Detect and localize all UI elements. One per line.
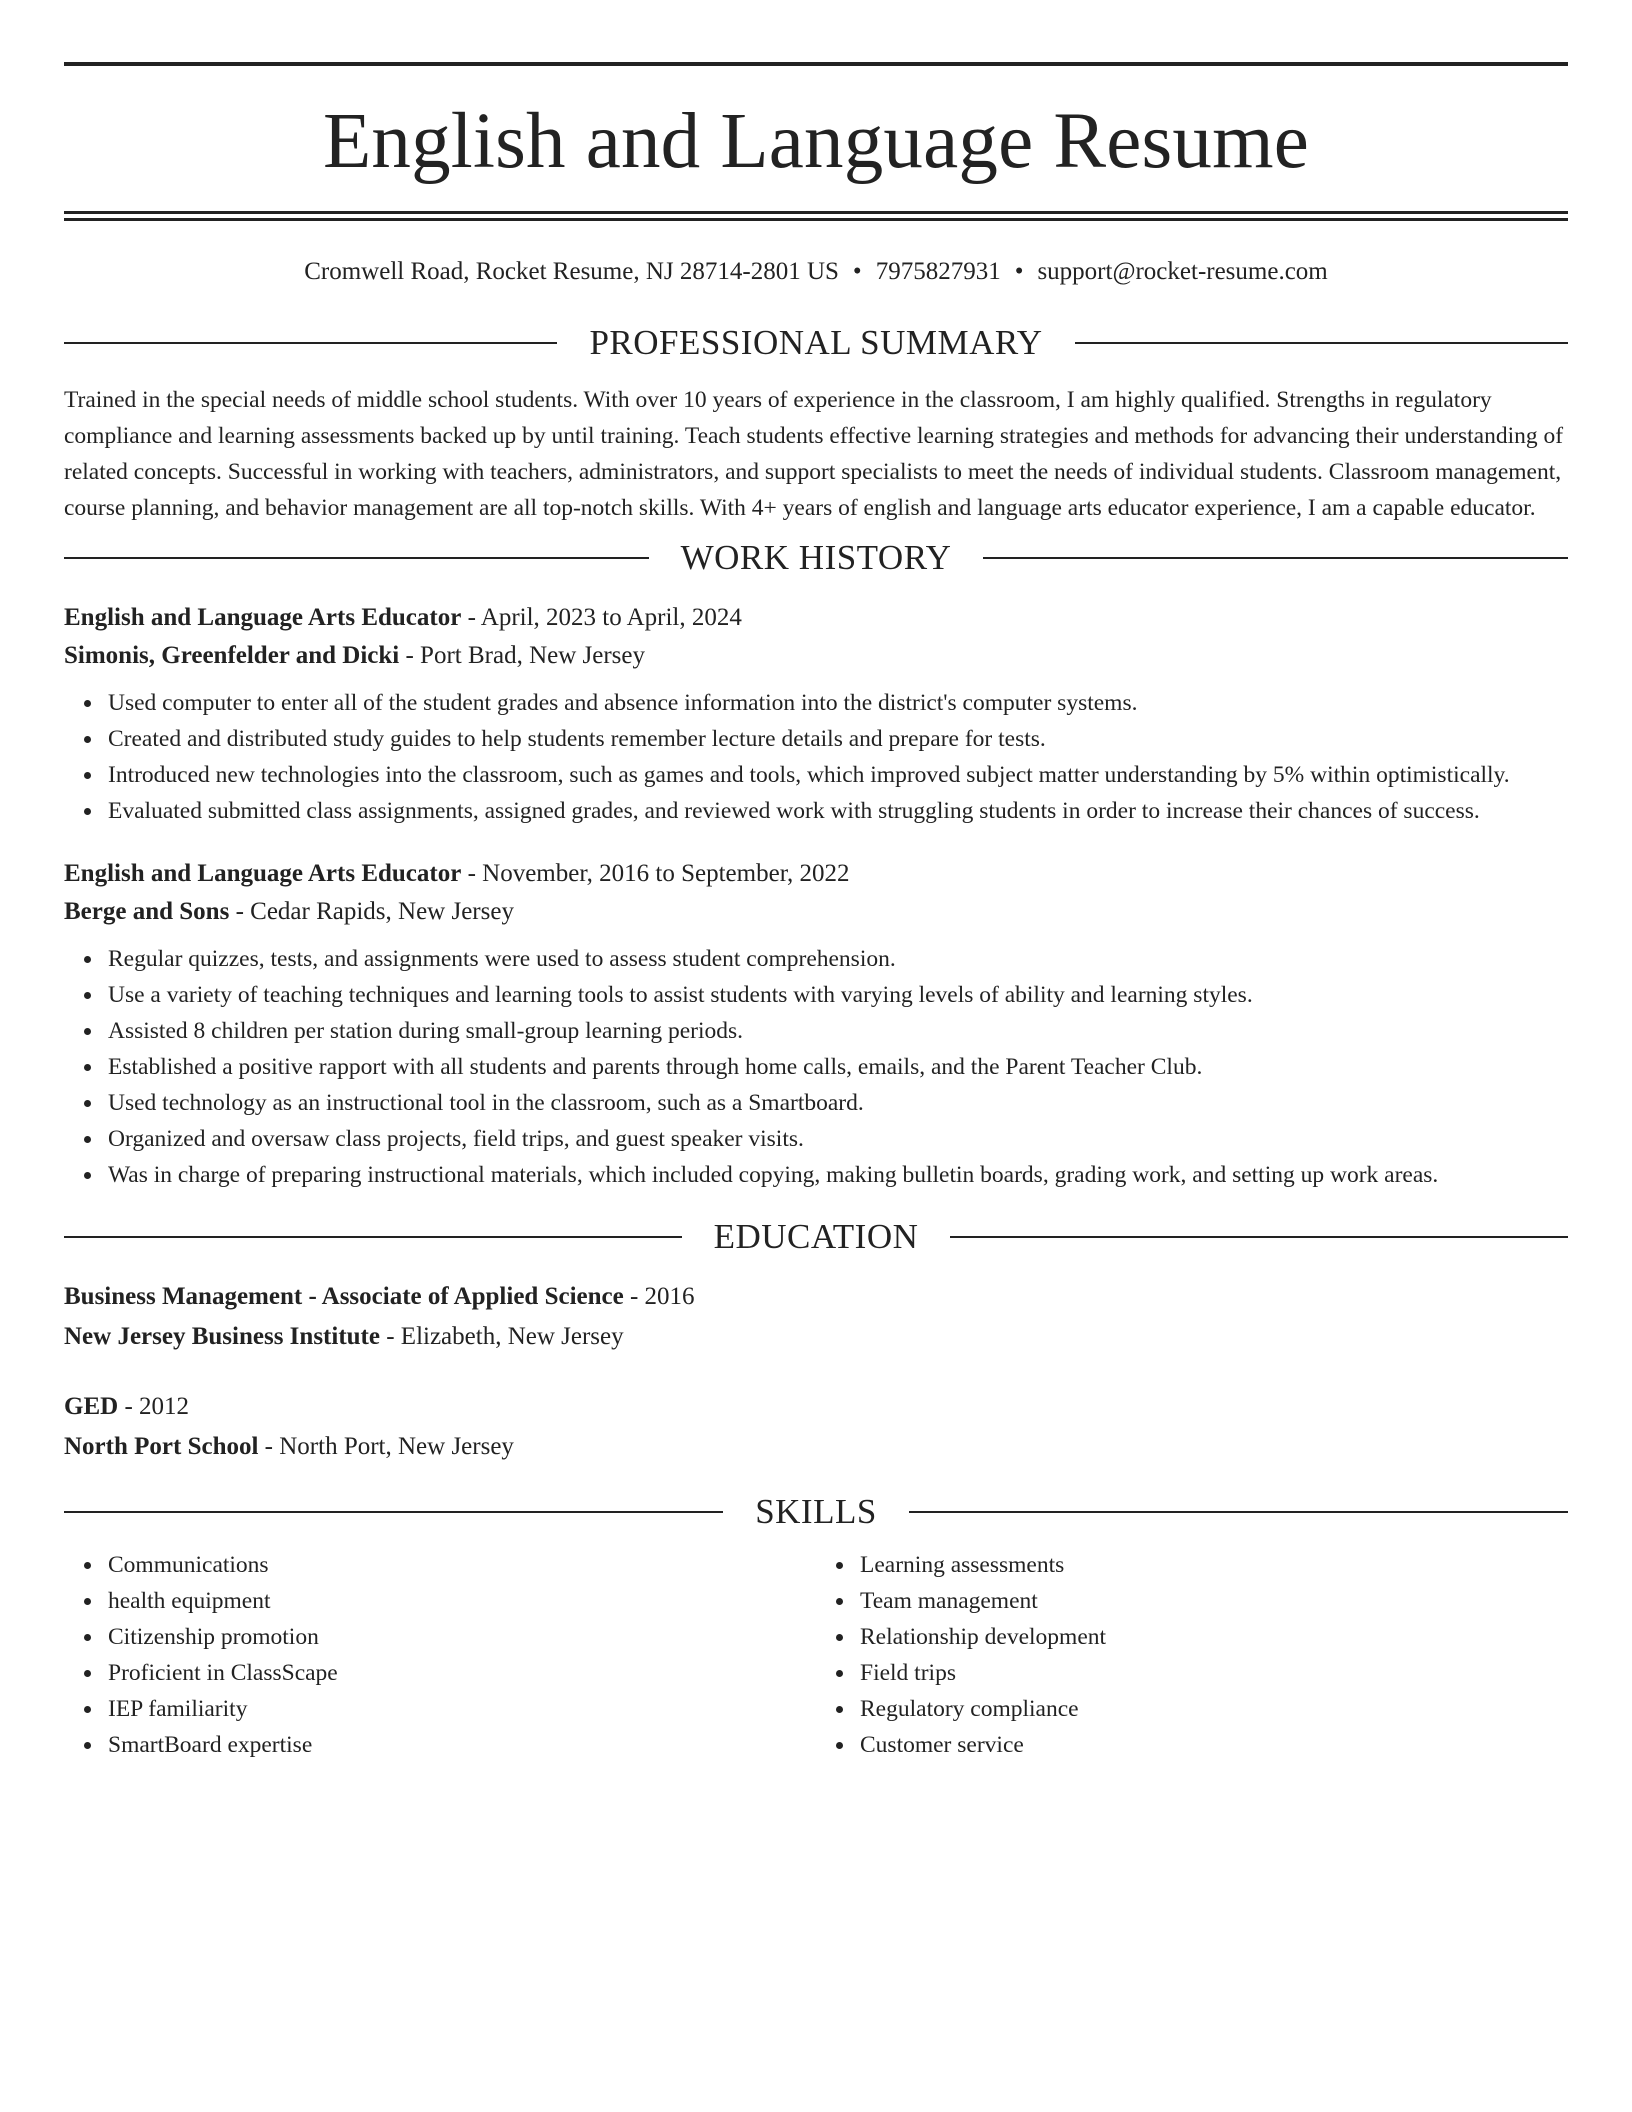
job-bullet: Use a variety of teaching techniques and learning tools to assist students with varying levels of ability and learning styles. bbox=[108, 977, 1568, 1013]
education-entry bbox=[64, 1282, 1568, 1352]
skill-item: Team management bbox=[860, 1583, 1568, 1619]
section-title: SKILLS bbox=[755, 1492, 877, 1531]
job-employer: Simonis, Greenfelder and Dicki bbox=[64, 642, 400, 669]
section-heading-skills bbox=[64, 1494, 1568, 1529]
education-school-line bbox=[64, 1322, 1568, 1352]
heading-rule bbox=[909, 1511, 1568, 1513]
education-location: - North Port, New Jersey bbox=[258, 1433, 514, 1460]
resume-title: English and Language Resume bbox=[322, 98, 1310, 185]
education-degree: Business Management - Associate of Applied Science bbox=[64, 1283, 624, 1310]
education-year: - 2016 bbox=[623, 1283, 695, 1310]
skill-item: Citizenship promotion bbox=[108, 1619, 816, 1655]
job-dates: - April, 2023 to April, 2024 bbox=[461, 604, 742, 631]
section-title: EDUCATION bbox=[713, 1217, 919, 1256]
job-bullet: Used computer to enter all of the student grades and absence information into the district's computer systems. bbox=[108, 685, 1568, 721]
skill-item: Customer service bbox=[860, 1727, 1568, 1763]
contact-separator: • bbox=[1014, 258, 1024, 285]
education-school: North Port School bbox=[64, 1433, 259, 1460]
job-location: - Cedar Rapids, New Jersey bbox=[229, 898, 514, 925]
skills-list-left bbox=[64, 1547, 816, 1763]
job-title: English and Language Arts Educator bbox=[64, 860, 462, 887]
contact-email: support@rocket-resume.com bbox=[1037, 258, 1328, 285]
contact-phone: 7975827931 bbox=[875, 258, 1001, 285]
job-entry bbox=[64, 859, 1568, 1193]
job-bullet: Regular quizzes, tests, and assignments were used to assess student comprehension. bbox=[108, 941, 1568, 977]
job-title: English and Language Arts Educator bbox=[64, 604, 462, 631]
job-entry bbox=[64, 603, 1568, 829]
skill-item: Regulatory compliance bbox=[860, 1691, 1568, 1727]
job-bullet: Used technology as an instructional tool in the classroom, such as a Smartboard. bbox=[108, 1085, 1568, 1121]
education-school: New Jersey Business Institute bbox=[64, 1323, 380, 1350]
education-school-line bbox=[64, 1432, 1568, 1462]
header-top-rule bbox=[64, 62, 1568, 66]
heading-rule bbox=[950, 1236, 1568, 1238]
section-title: PROFESSIONAL SUMMARY bbox=[589, 323, 1043, 362]
job-employer: Berge and Sons bbox=[64, 898, 230, 925]
header-double-rule bbox=[64, 211, 1568, 221]
section-title: WORK HISTORY bbox=[680, 538, 952, 577]
job-employer-line bbox=[64, 897, 1568, 927]
contact-line bbox=[64, 257, 1568, 287]
section-heading-summary bbox=[64, 325, 1568, 360]
heading-rule bbox=[64, 342, 557, 344]
job-bullets bbox=[64, 685, 1568, 829]
skill-item: Communications bbox=[108, 1547, 816, 1583]
job-bullet: Introduced new technologies into the classroom, such as games and tools, which improved subject matter understanding by 5% within optimistically. bbox=[108, 757, 1568, 793]
job-title-line bbox=[64, 859, 1568, 889]
job-bullets bbox=[64, 941, 1568, 1193]
education-degree: GED bbox=[64, 1393, 119, 1420]
summary-text: Trained in the special needs of middle school students. With over 10 years of experience in the classroom, I am highly qualified. Strengths in regulatory compliance and learning assessments backed up by until training. Teach students effective learning strategies and methods for advancing their understanding of related concepts. Successful in working with teachers, administrators, and support specialists to meet the needs of individual students. Classroom management, course planning, and behavior management are all top-notch skills. With 4+ years of english and language arts educator experience, I am a capable educator. bbox=[64, 387, 1564, 521]
education-location: - Elizabeth, New Jersey bbox=[379, 1323, 624, 1350]
job-dates: - November, 2016 to September, 2022 bbox=[461, 860, 850, 887]
skills-list-right bbox=[816, 1547, 1568, 1763]
contact-address: Cromwell Road, Rocket Resume, NJ 28714-2801 US bbox=[304, 258, 839, 285]
education-entry bbox=[64, 1392, 1568, 1462]
job-bullet: Established a positive rapport with all students and parents through home calls, emails, and the Parent Teacher Club. bbox=[108, 1049, 1568, 1085]
heading-rule bbox=[64, 1511, 723, 1513]
job-bullet: Organized and oversaw class projects, field trips, and guest speaker visits. bbox=[108, 1121, 1568, 1157]
skill-item: Field trips bbox=[860, 1655, 1568, 1691]
section-heading-work bbox=[64, 540, 1568, 575]
skill-item: Relationship development bbox=[860, 1619, 1568, 1655]
heading-rule bbox=[1075, 342, 1568, 344]
contact-separator: • bbox=[852, 258, 862, 285]
skills-columns bbox=[64, 1547, 1568, 1763]
heading-rule bbox=[64, 1236, 682, 1238]
education-degree-line bbox=[64, 1392, 1568, 1422]
education-year: - 2012 bbox=[118, 1393, 190, 1420]
job-employer-line bbox=[64, 641, 1568, 671]
section-heading-education bbox=[64, 1219, 1568, 1254]
skill-item: health equipment bbox=[108, 1583, 816, 1619]
heading-rule bbox=[64, 557, 649, 559]
job-bullet: Was in charge of preparing instructional materials, which included copying, making bulletin boards, grading work, and setting up work areas. bbox=[108, 1157, 1568, 1193]
skill-item: IEP familiarity bbox=[108, 1691, 816, 1727]
skill-item: Learning assessments bbox=[860, 1547, 1568, 1583]
job-bullet: Assisted 8 children per station during small-group learning periods. bbox=[108, 1013, 1568, 1049]
job-bullet: Created and distributed study guides to help students remember lecture details and prepare for tests. bbox=[108, 721, 1568, 757]
skill-item: SmartBoard expertise bbox=[108, 1727, 816, 1763]
heading-rule bbox=[983, 557, 1568, 559]
education-degree-line bbox=[64, 1282, 1568, 1312]
job-location: - Port Brad, New Jersey bbox=[399, 642, 645, 669]
job-title-line bbox=[64, 603, 1568, 633]
job-bullet: Evaluated submitted class assignments, assigned grades, and reviewed work with struggling students in order to increase their chances of success. bbox=[108, 793, 1568, 829]
skill-item: Proficient in ClassScape bbox=[108, 1655, 816, 1691]
